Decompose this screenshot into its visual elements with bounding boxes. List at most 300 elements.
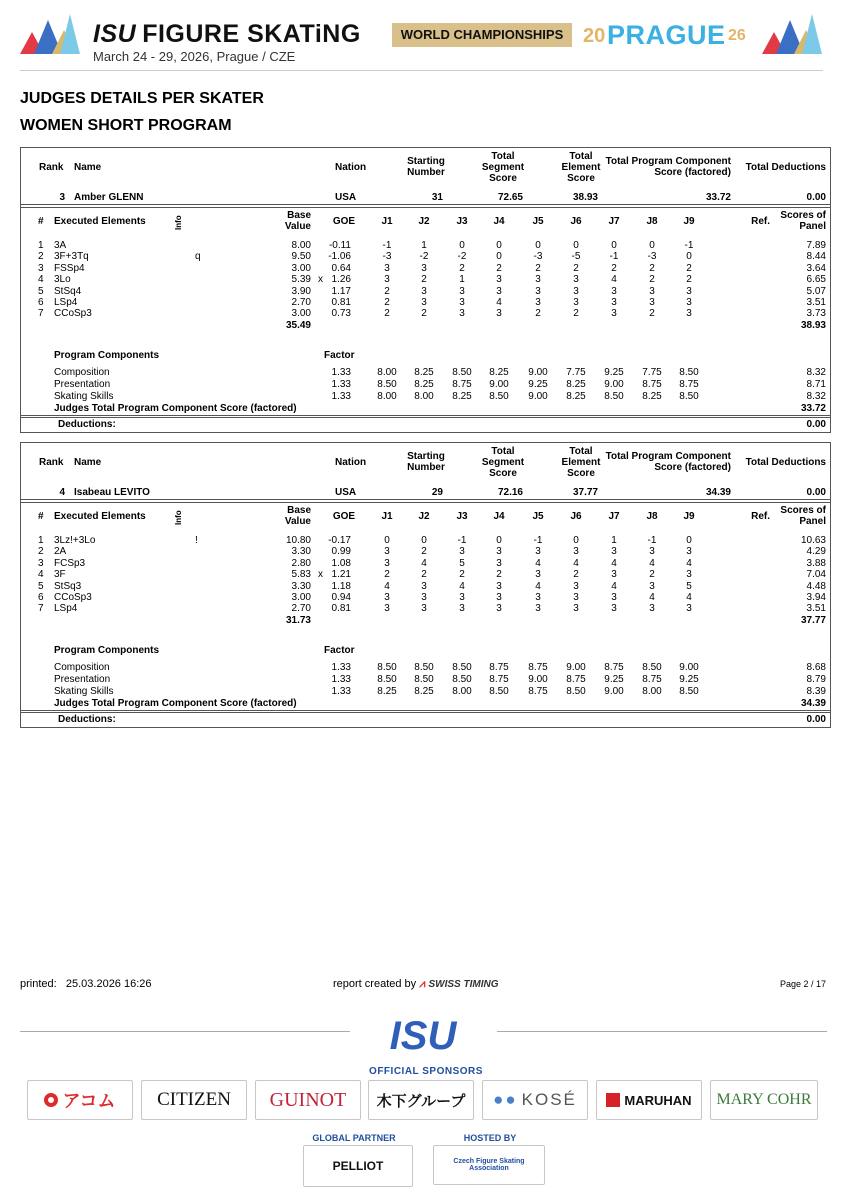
component-judge-score: 9.00	[528, 367, 548, 378]
element-judge-score: 3	[535, 546, 541, 558]
element-judge-score: -1	[609, 251, 619, 263]
element-judge-score: 3	[535, 274, 541, 286]
skater-total-deductions: 0.00	[806, 192, 826, 203]
element-name: 3Lo	[54, 274, 71, 286]
element-judge-score: 3	[421, 592, 427, 603]
element-judge-score: 3	[459, 285, 465, 297]
judge-label: J1	[381, 216, 393, 227]
component-factor: 1.33	[331, 379, 351, 390]
goe-label: GOE	[332, 216, 356, 227]
component-judge-score: 8.25	[566, 391, 586, 402]
footer-line-right	[497, 1031, 827, 1032]
element-judge-score: 3	[496, 274, 502, 286]
element-base: 8.00	[291, 240, 311, 251]
total-segment-label-line: Total	[491, 446, 515, 457]
component-judge-score: 8.50	[679, 367, 699, 378]
total-element-label-line: Element	[561, 162, 601, 173]
element-judge-score: 3	[686, 603, 692, 615]
element-judge-score: 3	[649, 297, 655, 308]
element-judge-score: 3	[496, 580, 502, 592]
component-judge-score: 8.00	[642, 686, 662, 697]
element-base: 3.30	[291, 580, 311, 592]
judges-total-pcs-label: Judges Total Program Component Score (factored)	[54, 698, 297, 709]
component-judge-score: 8.75	[528, 686, 548, 697]
element-base: 2.80	[291, 557, 311, 569]
element-judge-score: 2	[573, 308, 579, 320]
element-judge-score: -1	[647, 535, 657, 546]
component-judge-score: 8.25	[642, 391, 662, 402]
scores-of-panel-label-line: Panel	[799, 221, 826, 232]
element-judge-score: 2	[649, 262, 655, 274]
element-judge-score: 3	[459, 546, 465, 558]
printed-label: printed:	[20, 978, 57, 990]
component-panel-score: 8.32	[806, 367, 826, 378]
component-judge-score: 8.75	[528, 662, 548, 673]
component-judge-score: 8.25	[452, 391, 472, 402]
element-judge-score: 3	[459, 308, 465, 320]
element-base: 10.80	[285, 535, 311, 546]
component-judge-score: 8.50	[566, 686, 586, 697]
element-judge-score: 0	[421, 535, 427, 546]
element-name: FSSp4	[54, 262, 85, 274]
executed-elements-label: Executed Elements	[54, 511, 146, 522]
component-factor: 1.33	[331, 686, 351, 697]
judge-label: J2	[418, 511, 430, 522]
element-judge-score: 2	[496, 569, 502, 581]
judge-label: J4	[493, 511, 505, 522]
element-judge-score: 2	[573, 569, 579, 581]
component-name: Skating Skills	[54, 391, 114, 402]
component-panel-score: 8.79	[806, 674, 826, 685]
skater-total-pcs: 34.39	[705, 487, 731, 498]
total-element-label-line: Element	[561, 457, 601, 468]
element-judge-score: 0	[459, 240, 465, 251]
element-goe: 0.94	[331, 592, 351, 603]
skater-starting-number: 31	[431, 192, 443, 203]
sponsor-maruhan-text: MARUHAN	[624, 1092, 692, 1108]
element-judge-score: 3	[611, 603, 617, 615]
element-goe: 0.81	[331, 603, 351, 615]
element-judge-score: 2	[384, 297, 390, 308]
element-base: 3.00	[291, 308, 311, 320]
element-judge-score: -3	[647, 251, 657, 263]
total-pcs-label-line: Score (factored)	[654, 462, 731, 473]
program-components-label: Program Components	[54, 350, 160, 361]
name-label: Name	[74, 457, 102, 468]
element-goe: 1.26	[331, 274, 351, 286]
element-judge-score: 3	[421, 580, 427, 592]
element-judge-score: 3	[649, 603, 655, 615]
element-judge-score: 2	[384, 569, 390, 581]
element-judge-score: 1	[611, 535, 617, 546]
element-panel-score: 4.48	[806, 580, 826, 592]
element-name: 3Lz!+3Lo	[54, 535, 96, 546]
panel-divider	[21, 415, 830, 416]
element-num: 6	[38, 592, 44, 603]
component-judge-score: 8.25	[489, 367, 509, 378]
footer-line-left	[20, 1031, 350, 1032]
element-name: CCoSp3	[54, 308, 92, 320]
component-judge-score: 8.50	[604, 391, 624, 402]
element-judge-score: 3	[535, 297, 541, 308]
component-judge-score: 8.25	[414, 686, 434, 697]
element-name: CCoSp3	[54, 592, 92, 603]
panel-divider	[21, 710, 830, 711]
skater-rank: 3	[59, 192, 65, 203]
skater-panel	[20, 147, 831, 433]
nation-label: Nation	[335, 457, 367, 468]
report-created	[333, 978, 499, 991]
component-judge-score: 8.25	[377, 686, 397, 697]
component-judge-score: 9.00	[528, 391, 548, 402]
element-judge-score: 0	[686, 251, 692, 263]
element-panel-score: 3.94	[806, 592, 826, 603]
element-name: StSq4	[54, 285, 82, 297]
element-judge-score: 3	[686, 297, 692, 308]
element-judge-score: 4	[649, 557, 655, 569]
swiss-timing-logo: SWISS TIMING	[428, 979, 499, 990]
base-value-label-line: Value	[284, 516, 311, 527]
judges-total-pcs-value: 34.39	[800, 698, 826, 709]
year-left: 20	[583, 25, 606, 47]
element-judge-score: 0	[611, 240, 617, 251]
hosted-by-label: HOSTED BY	[463, 1133, 517, 1143]
element-goe: -0.17	[328, 535, 351, 546]
element-num: 5	[38, 285, 44, 297]
official-sponsors-label: OFFICIAL SPONSORS	[369, 1066, 483, 1077]
component-panel-score: 8.39	[806, 686, 826, 697]
element-judge-score: 2	[421, 569, 427, 581]
skater-rank: 4	[59, 487, 65, 498]
element-judge-score: 2	[686, 274, 692, 286]
created-label: report created by	[333, 978, 417, 990]
element-judge-score: 0	[686, 535, 692, 546]
skater-total-pcs: 33.72	[705, 192, 731, 203]
sponsor-acom-text: アコム	[62, 1091, 116, 1111]
component-judge-score: 8.75	[452, 379, 472, 390]
element-judge-score: 4	[611, 557, 617, 569]
skater-total-element: 38.93	[572, 192, 598, 203]
element-goe: 1.17	[331, 285, 351, 297]
element-goe: 0.64	[331, 262, 351, 274]
element-panel-score: 3.64	[806, 262, 826, 274]
component-factor: 1.33	[331, 367, 351, 378]
panel-divider	[21, 207, 830, 208]
starting-number-label-line: Starting	[407, 451, 445, 462]
element-judge-score: 3	[611, 285, 617, 297]
component-judge-score: 9.00	[679, 662, 699, 673]
element-judge-score: 3	[686, 285, 692, 297]
skater-nation: USA	[335, 192, 357, 203]
element-judge-score: 0	[649, 240, 655, 251]
element-num: 6	[38, 297, 44, 308]
event-city: PRAGUE	[607, 20, 726, 50]
component-judge-score: 8.75	[566, 674, 586, 685]
sponsor-acom	[27, 1080, 133, 1120]
element-base: 3.30	[291, 546, 311, 558]
global-partner-pelliot: PELLIOT	[303, 1145, 413, 1187]
triangle-logo-left-icon	[20, 10, 80, 54]
element-judge-score: 3	[384, 274, 390, 286]
starting-number-label-line: Number	[407, 462, 445, 473]
sponsor-mary-cohr: MARY COHR	[710, 1080, 818, 1120]
element-judge-score: 1	[459, 274, 465, 286]
skater-total-segment: 72.16	[497, 487, 523, 498]
component-judge-score: 9.00	[528, 674, 548, 685]
rank-label: Rank	[39, 162, 64, 173]
element-judge-score: 3	[496, 557, 502, 569]
element-goe: 0.99	[331, 546, 351, 558]
total-element-label-line: Score	[567, 468, 595, 479]
element-base: 9.50	[291, 251, 311, 263]
element-judge-score: 3	[611, 592, 617, 603]
element-judge-score: 4	[496, 297, 502, 308]
element-name: LSp4	[54, 603, 78, 615]
name-label: Name	[74, 162, 102, 173]
element-judge-score: 4	[649, 592, 655, 603]
element-judge-score: 3	[535, 569, 541, 581]
element-goe: -0.11	[328, 240, 351, 251]
element-judge-score: 3	[611, 297, 617, 308]
element-panel-score: 5.07	[806, 285, 826, 297]
element-judge-score: 3	[496, 603, 502, 615]
element-panel-score: 3.51	[806, 603, 826, 615]
component-judge-score: 9.00	[604, 686, 624, 697]
component-panel-score: 8.32	[806, 391, 826, 402]
panel-divider	[21, 417, 830, 418]
total-pcs-label-line: Score (factored)	[654, 167, 731, 178]
element-name: 2A	[54, 546, 67, 558]
total-pcs-label-line: Total Program Component	[605, 156, 731, 167]
element-goe: 1.08	[331, 557, 351, 569]
report-header	[0, 0, 851, 70]
executed-elements-label: Executed Elements	[54, 216, 146, 227]
deductions-value: 0.00	[806, 714, 826, 725]
judge-label: J2	[418, 216, 430, 227]
element-judge-score: -3	[382, 251, 392, 263]
component-panel-score: 8.71	[806, 379, 826, 390]
element-judge-score: 2	[611, 262, 617, 274]
event-dates: March 24 - 29, 2026, Prague / CZE	[93, 49, 296, 64]
total-element-label-line: Total	[569, 446, 593, 457]
component-judge-score: 8.50	[679, 686, 699, 697]
sponsor-kinoshita: 木下グループ	[368, 1080, 474, 1120]
element-judge-score: 3	[649, 285, 655, 297]
total-pcs-label-line: Total Program Component	[605, 451, 731, 462]
element-judge-score: 3	[459, 297, 465, 308]
element-judge-score: 3	[649, 546, 655, 558]
component-judge-score: 8.00	[414, 391, 434, 402]
element-panel-score: 10.63	[800, 535, 826, 546]
panel-divider	[21, 712, 830, 713]
element-name: FCSp3	[54, 557, 86, 569]
element-base: 3.00	[291, 262, 311, 274]
element-name: StSq3	[54, 580, 82, 592]
sponsor-citizen: CITIZEN	[141, 1080, 247, 1120]
element-judge-score: 0	[573, 240, 579, 251]
element-judge-score: 3	[459, 603, 465, 615]
component-judge-score: 8.75	[489, 662, 509, 673]
element-judge-score: 2	[649, 569, 655, 581]
element-judge-score: 3	[496, 546, 502, 558]
brand-isu: ISU	[93, 20, 137, 48]
element-judge-score: 2	[686, 262, 692, 274]
total-segment-label-line: Score	[489, 468, 517, 479]
element-judge-score: 4	[686, 557, 692, 569]
header-divider	[20, 70, 823, 71]
element-judge-score: -1	[533, 535, 543, 546]
element-judge-score: 3	[384, 592, 390, 603]
element-judge-score: 2	[535, 262, 541, 274]
judge-label: J5	[532, 511, 544, 522]
component-judge-score: 8.75	[679, 379, 699, 390]
element-judge-score: 2	[649, 274, 655, 286]
host-czech-association: Czech Figure Skating Association	[433, 1145, 545, 1185]
element-panel-score: 3.73	[806, 308, 826, 320]
judge-label: J5	[532, 216, 544, 227]
component-name: Presentation	[54, 379, 111, 390]
element-judge-score: 1	[421, 240, 427, 251]
base-total: 35.49	[285, 319, 311, 331]
component-factor: 1.33	[331, 662, 351, 673]
element-goe: 1.18	[331, 580, 351, 592]
base-value-label-line: Base	[287, 210, 311, 221]
sponsor-guinot: GUINOT	[255, 1080, 361, 1120]
component-judge-score: 8.50	[489, 686, 509, 697]
element-info: !	[195, 535, 198, 546]
element-judge-score: -3	[533, 251, 543, 263]
panel-divider	[21, 499, 830, 500]
skater-name: Isabeau LEVITO	[74, 487, 150, 498]
element-judge-score: 3	[573, 592, 579, 603]
num-label: #	[38, 511, 44, 522]
element-judge-score: -2	[419, 251, 429, 263]
component-judge-score: 7.75	[566, 367, 586, 378]
rank-label: Rank	[39, 457, 64, 468]
element-judge-score: 3	[496, 285, 502, 297]
kose-dots-icon: ●●	[493, 1090, 518, 1109]
element-panel-score: 3.88	[806, 557, 826, 569]
element-judge-score: 3	[535, 592, 541, 603]
element-judge-score: 5	[686, 580, 692, 592]
deductions-value: 0.00	[806, 419, 826, 430]
element-judge-score: 2	[649, 308, 655, 320]
component-judge-score: 8.00	[452, 686, 472, 697]
element-judge-score: 3	[384, 557, 390, 569]
element-judge-score: 3	[686, 308, 692, 320]
component-judge-score: 9.00	[604, 379, 624, 390]
judge-label: J8	[646, 511, 658, 522]
global-partner-label: GLOBAL PARTNER	[312, 1133, 396, 1143]
element-num: 4	[38, 274, 44, 286]
judge-label: J6	[570, 511, 582, 522]
element-judge-score: 3	[649, 580, 655, 592]
component-judge-score: 8.50	[642, 662, 662, 673]
element-goe: 1.21	[331, 569, 351, 581]
component-judge-score: 8.00	[377, 391, 397, 402]
component-judge-score: 8.75	[604, 662, 624, 673]
ref-label: Ref.	[751, 216, 770, 227]
num-label: #	[38, 216, 44, 227]
component-judge-score: 9.00	[566, 662, 586, 673]
component-name: Presentation	[54, 674, 111, 685]
element-panel-score: 4.29	[806, 546, 826, 558]
element-judge-score: 2	[384, 285, 390, 297]
factor-label: Factor	[324, 350, 355, 361]
component-name: Skating Skills	[54, 686, 114, 697]
judge-label: J7	[608, 511, 620, 522]
panel-divider	[21, 502, 830, 503]
total-segment-label-line: Total	[491, 151, 515, 162]
element-base: 2.70	[291, 603, 311, 615]
judge-label: J9	[683, 216, 695, 227]
judge-label: J4	[493, 216, 505, 227]
element-judge-score: 4	[573, 557, 579, 569]
total-segment-label-line: Score	[489, 173, 517, 184]
element-judge-score: -1	[382, 240, 392, 251]
component-name: Composition	[54, 662, 110, 673]
element-num: 4	[38, 569, 44, 581]
component-judge-score: 8.50	[452, 662, 472, 673]
printed-info	[20, 978, 152, 990]
component-judge-score: 8.00	[377, 367, 397, 378]
element-judge-score: 2	[384, 308, 390, 320]
judges-total-pcs-value: 33.72	[800, 403, 826, 414]
page-title: JUDGES DETAILS PER SKATER	[20, 90, 264, 107]
element-num: 2	[38, 251, 44, 263]
element-judge-score: 3	[573, 546, 579, 558]
elements-total: 38.93	[800, 319, 826, 331]
skater-nation: USA	[335, 487, 357, 498]
element-name: LSp4	[54, 297, 78, 308]
element-judge-score: 3	[421, 603, 427, 615]
total-segment-label-line: Segment	[481, 162, 525, 173]
component-judge-score: 9.00	[489, 379, 509, 390]
ref-label: Ref.	[751, 511, 770, 522]
element-judge-score: 3	[459, 592, 465, 603]
element-judge-score: 3	[573, 285, 579, 297]
event-badge: WORLD CHAMPIONSHIPS	[392, 23, 572, 47]
element-judge-score: 3	[496, 592, 502, 603]
total-element-label-line: Total	[569, 151, 593, 162]
element-judge-score: 3	[573, 603, 579, 615]
component-judge-score: 8.50	[489, 391, 509, 402]
sponsor-kose-text: KOSÉ	[521, 1090, 577, 1109]
element-num: 3	[38, 262, 44, 274]
element-num: 2	[38, 546, 44, 558]
base-value-label-line: Base	[287, 505, 311, 516]
brand-title	[93, 20, 361, 49]
info-label: Info	[174, 215, 183, 230]
element-info: q	[195, 251, 201, 263]
scores-of-panel-label-line: Scores of	[780, 505, 826, 516]
element-judge-score: 2	[459, 262, 465, 274]
element-x-marker: x	[318, 569, 323, 581]
element-judge-score: 0	[535, 240, 541, 251]
component-judge-score: 9.25	[604, 674, 624, 685]
element-judge-score: 4	[384, 580, 390, 592]
element-judge-score: 3	[535, 285, 541, 297]
element-x-marker: x	[318, 274, 323, 286]
element-judge-score: 2	[421, 274, 427, 286]
judge-label: J3	[456, 511, 468, 522]
component-factor: 1.33	[331, 674, 351, 685]
element-judge-score: 2	[535, 308, 541, 320]
element-judge-score: -1	[457, 535, 467, 546]
element-base: 3.90	[291, 285, 311, 297]
component-judge-score: 8.75	[642, 674, 662, 685]
element-judge-score: 0	[496, 240, 502, 251]
